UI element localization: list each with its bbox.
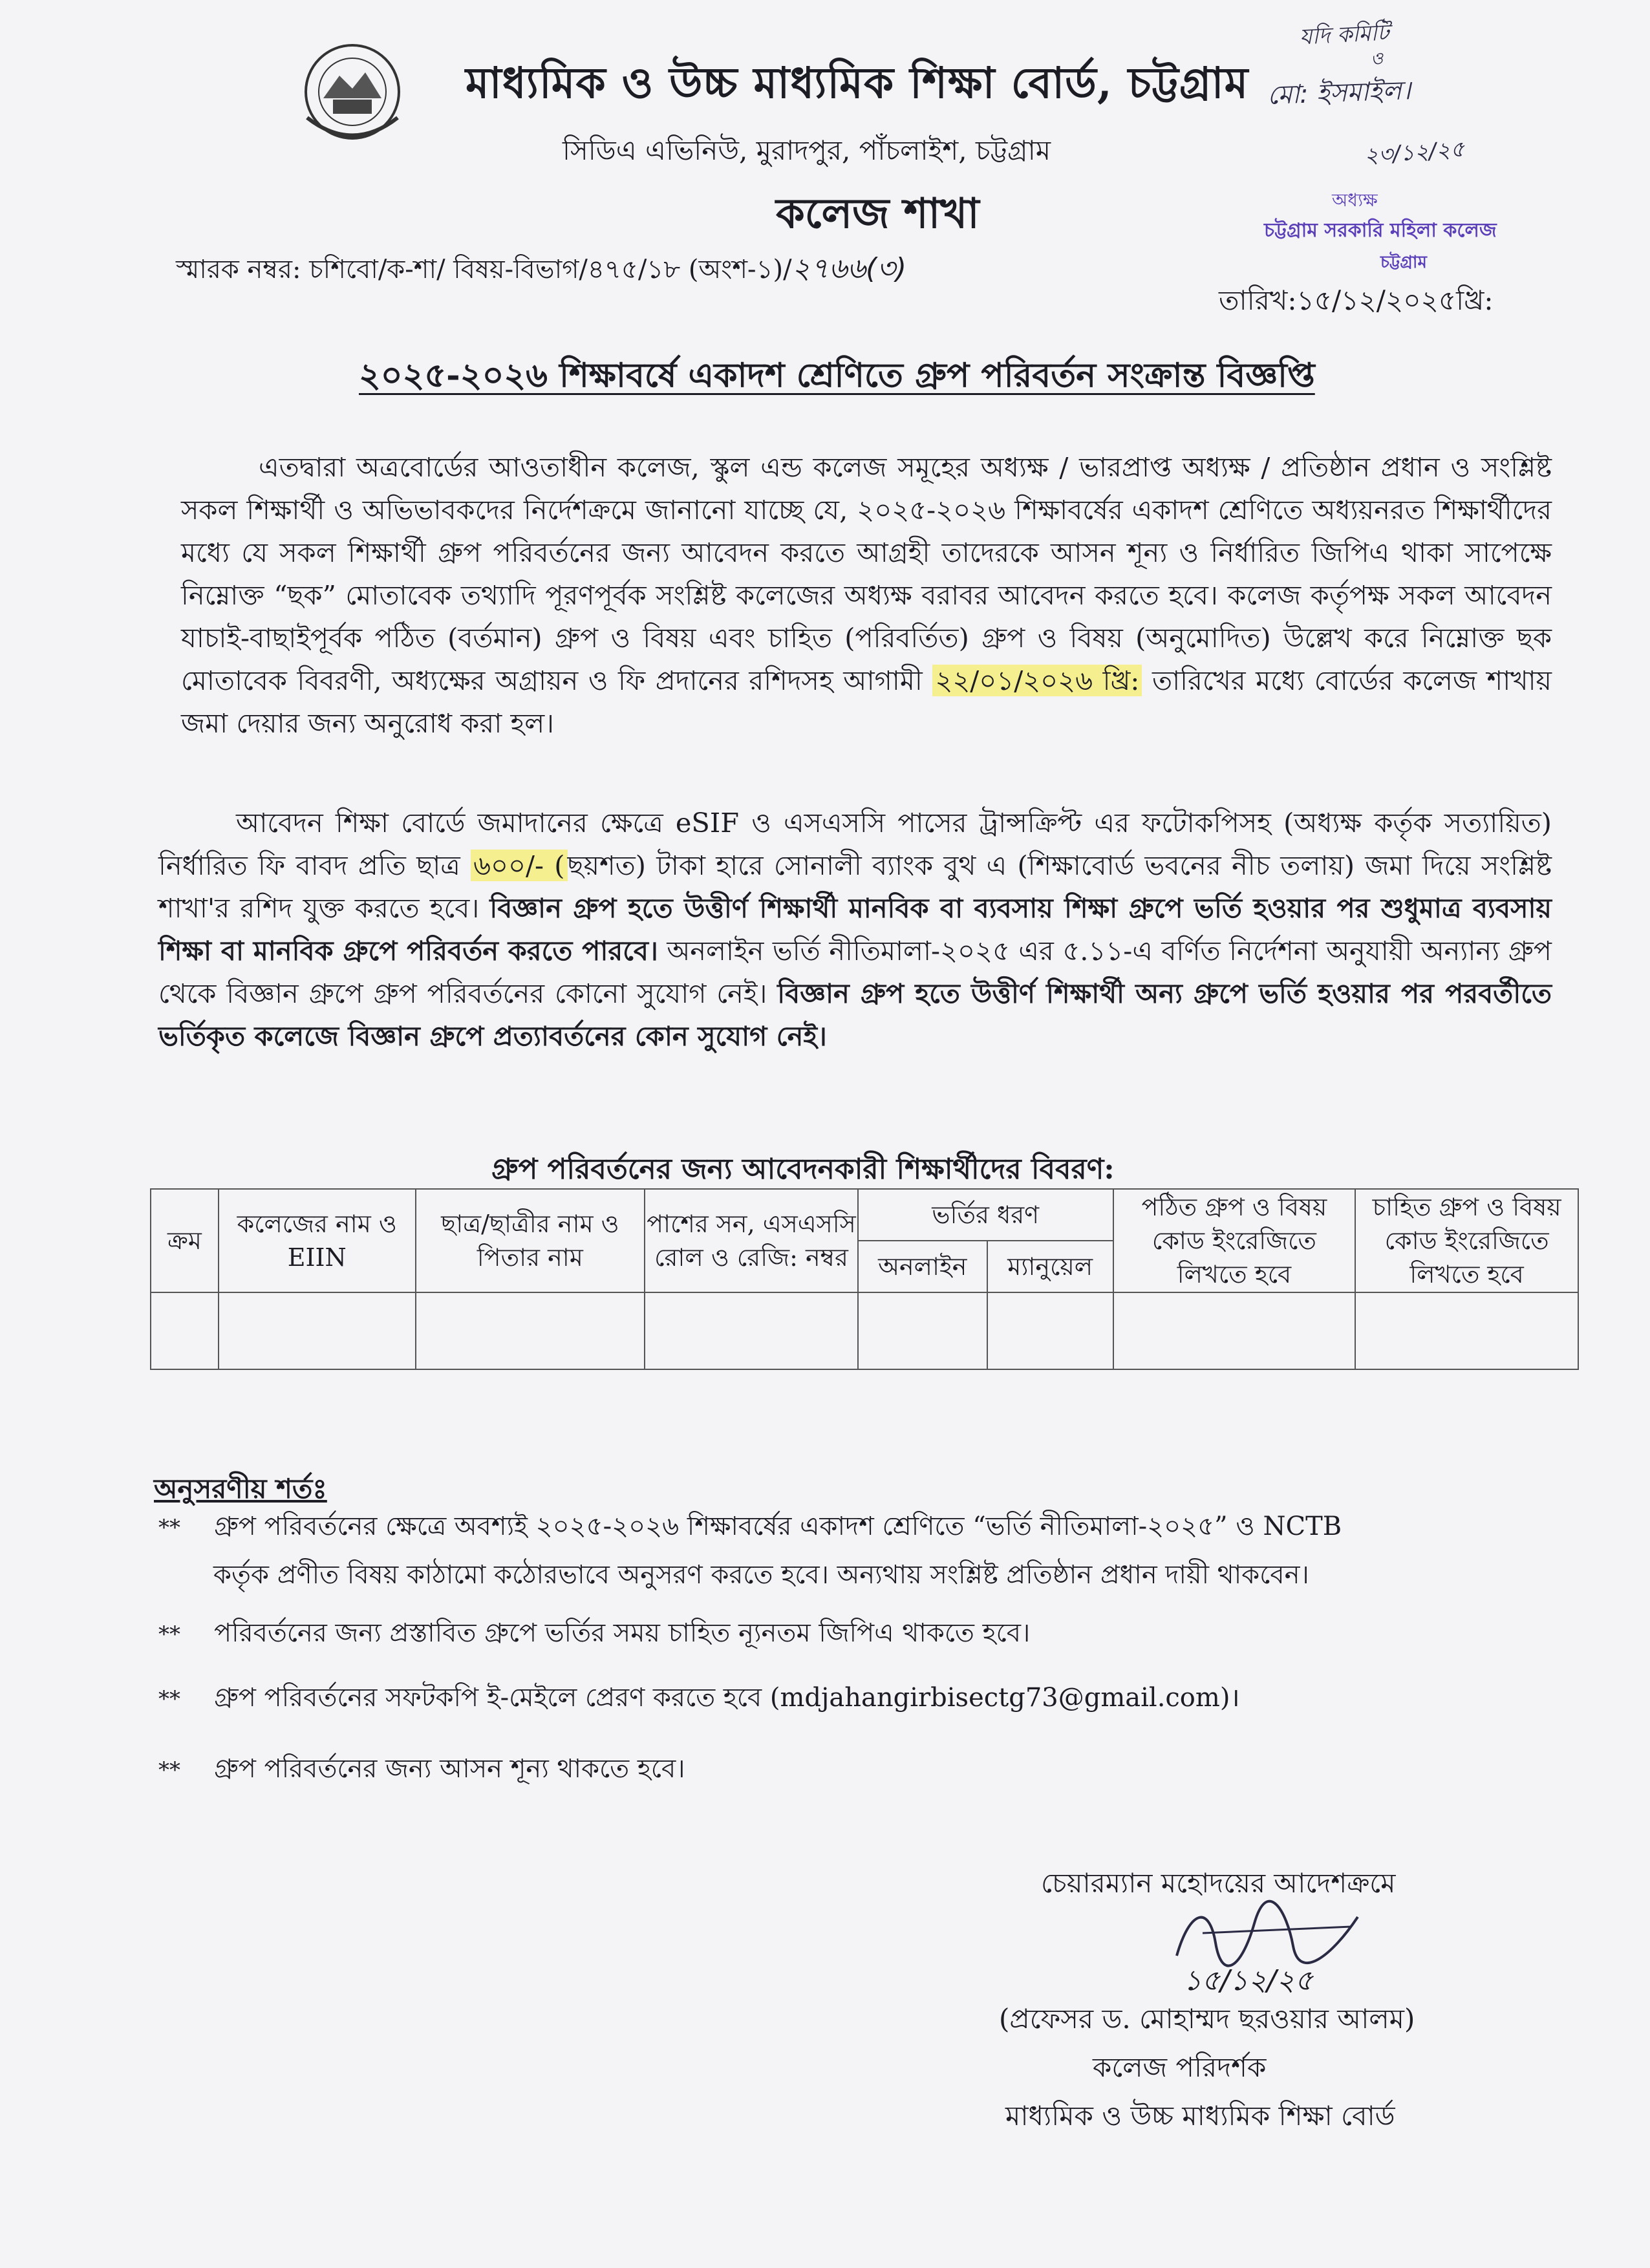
- section-name: কলেজ শাখা: [776, 189, 980, 238]
- col-manual: ম্যানুয়েল: [987, 1241, 1113, 1292]
- signatory-org: মাধ্যমিক ও উচ্চ মাধ্যমিক শিক্ষা বোর্ড: [1005, 2100, 1395, 2132]
- signature-date: ১৫/১২/২৫: [1183, 1964, 1314, 1997]
- paragraph-1-text: এতদ্বারা অত্রবোর্ডের আওতাধীন কলেজ, স্কুল এন্ড কলেজ সমূহের অধ্যক্ষ / ভারপ্রাপ্ত অধ্যক্ষ / প্রতিষ্ঠান প্রধান ও সংশ্লিষ্ট সকল শিক্ষার্থী ও অভিভাবকদের নির্দেশক্রমে জানানো যাচ্ছে যে, ২০২৫-২০২৬ শিক্ষাবর্ষের একাদশ শ্রেণিতে অধ্যয়নরত শিক্ষার্থীদের মধ্যে যে সকল শিক্ষার্থী গ্রুপ পরিবর্তনের জন্য আবেদন করতে আগ্রহী তাদেরকে আসন শূন্য ও নির্ধারিত জিপিএ থাকা সাপেক্ষে নিম্নোক্ত “ছক” মোতাবেক তথ্যাদি পূরণপূর্বক সংশ্লিষ্ট কলেজের অধ্যক্ষ বরাবর আবেদন করতে হবে। কলেজ কর্তৃপক্ষ সকল আবেদন যাচাই-বাছাইপূর্বক পঠিত (বর্তমান) গ্রুপ ও বিষয় এবং চাহিত (পরিবর্তিত) গ্রুপ ও বিষয় (অনুমোদিত) উল্লেখ করে নিম্নোক্ত ছক মোতাবেক বিবরণী, অধ্যক্ষের অগ্রায়ন ও ফি প্রদানের রশিদসহ আগামী: [181, 451, 1552, 696]
- board-logo: [294, 40, 411, 147]
- memo-label: স্মারক নম্বর: চশিবো/ক-শা/ বিষয়-বিভাগ/৪৭৫/১৮ (অংশ-১)/: [176, 255, 792, 284]
- science-return-rule: বিজ্ঞান গ্রুপ হতে উত্তীর্ণ শিক্ষার্থী অন্য গ্রুপে ভর্তি হওয়ার পর পরবর্তীতে ভর্তিকৃত কলেজে বিজ্ঞান গ্রুপে প্রত্যাবর্তনের কোন সুযোগ নেই।: [158, 978, 1552, 1052]
- term-4: [158, 1746, 685, 1793]
- stamp-college: চট্টগ্রাম সরকারি মহিলা কলেজ: [1264, 219, 1497, 242]
- term-1: [158, 1503, 1342, 1551]
- table-cell: [1355, 1292, 1578, 1369]
- table-cell: [416, 1292, 645, 1369]
- term-marker: **: [158, 1621, 180, 1647]
- deadline-highlight: ২২/০১/২০২৬ খ্রি:: [932, 665, 1142, 696]
- col-student: ছাত্র/ছাত্রীর নাম ও পিতার নাম: [416, 1189, 645, 1292]
- fee-highlight: ৬০০/- (: [471, 850, 567, 881]
- term-2-text: পরিবর্তনের জন্য প্রস্তাবিত গ্রুপে ভর্তির সময় চাহিত ন্যূনতম জিপিএ থাকতে হবে।: [214, 1618, 1031, 1648]
- handwritten-note: ও: [1371, 49, 1384, 69]
- issue-date: তারিখ:১৫/১২/২০২৫খ্রি:: [1219, 284, 1494, 316]
- stamp-title: অধ্যক্ষ: [1332, 189, 1378, 211]
- term-1-continued: কর্তৃক প্রণীত বিষয় কাঠামো কঠোরভাবে অনুসরণ করতে হবে। অন্যথায় সংশ্লিষ্ট প্রতিষ্ঠান প্রধান দায়ী থাকবেন।: [213, 1560, 1309, 1590]
- col-pass: পাশের সন, এসএসসি রোল ও রেজি: নম্বর: [645, 1189, 858, 1292]
- table-cell: [987, 1292, 1113, 1369]
- table-cell: [1113, 1292, 1356, 1369]
- signature-order: চেয়ারম্যান মহোদয়ের আদেশক্রমে: [1041, 1867, 1396, 1899]
- science-rule: বিজ্ঞান গ্রুপ হতে উত্তীর্ণ শিক্ষার্থী মানবিক বা ব্যবসায় শিক্ষা গ্রুপে ভর্তি হওয়ার পর শুধুমাত্র ব্যবসায় শিক্ষা বা মানবিক গ্রুপে পরিবর্তন করতে পারবে।: [158, 892, 1552, 967]
- handwritten-note: মো: ইসমাইল।: [1267, 76, 1411, 111]
- table-header-row: [151, 1189, 1578, 1241]
- col-wanted: চাহিত গ্রুপ ও বিষয় কোড ইংরেজিতে লিখতে হবে: [1355, 1189, 1578, 1292]
- term-3-text: গ্রুপ পরিবর্তনের সফটকপি ই-মেইলে প্রেরণ করতে হবে (mdjahangirbisectg73@gmail.com)।: [214, 1683, 1240, 1713]
- applicant-table: [150, 1188, 1579, 1370]
- table-cell: [858, 1292, 987, 1369]
- paragraph-2-text-c: অনলাইন ভর্তি নীতিমালা-২০২৫ এর ৫.১১-এ বর্ণিত নির্দেশনা অনুযায়ী অন্যান্য গ্রুপ থেকে বিজ্ঞান গ্রুপে গ্রুপ পরিবর্তনের কোনো সুযোগ নেই।: [158, 935, 1552, 1009]
- col-college: কলেজের নাম ও EIIN: [219, 1189, 416, 1292]
- terms-heading: অনুসরণীয় শর্তঃ: [154, 1473, 327, 1504]
- paragraph-1-text-end: তারিখের মধ্যে বোর্ডের কলেজ শাখায় জমা দেয়ার জন্য অনুরোধ করা হল।: [181, 665, 1552, 739]
- table-cell: [151, 1292, 219, 1369]
- term-4-text: গ্রুপ পরিবর্তনের জন্য আসন শূন্য থাকতে হবে।: [214, 1754, 685, 1784]
- board-name: মাধ্যমিক ও উচ্চ মাধ্যমিক শিক্ষা বোর্ড, চট্টগ্রাম: [466, 58, 1249, 108]
- memo-handwritten: ২৭৬৬(৩): [791, 252, 906, 285]
- memo-number: [176, 247, 906, 294]
- handwritten-note: যদি কমিটি: [1298, 19, 1390, 50]
- table-cell: [219, 1292, 416, 1369]
- col-admission: ভর্তির ধরণ: [858, 1189, 1113, 1241]
- term-marker: **: [158, 1686, 180, 1712]
- table-row: [151, 1292, 1578, 1369]
- col-online: অনলাইন: [858, 1241, 987, 1292]
- paragraph-2-text: আবেদন শিক্ষা বোর্ডে জমাদানের ক্ষেত্রে eSIF ও এসএসসি পাসের ট্রান্সক্রিপ্ট এর ফটোকপিসহ (অধ্যক্ষ কর্তৃক সত্যায়িত) নির্ধারিত ফি বাবদ প্রতি ছাত্র: [158, 807, 1552, 881]
- term-marker: **: [158, 1757, 180, 1783]
- notice-title: ২০২৫-২০২৬ শিক্ষাবর্ষে একাদশ শ্রেণিতে গ্রুপ পরিবর্তন সংক্রান্ত বিজ্ঞপ্তি: [359, 356, 1315, 395]
- table-cell: [645, 1292, 858, 1369]
- board-address: সিডিএ এভিনিউ, মুরাদপুর, পাঁচলাইশ, চট্টগ্রাম: [562, 134, 1051, 166]
- term-1-text: গ্রুপ পরিবর্তনের ক্ষেত্রে অবশ্যই ২০২৫-২০২৬ শিক্ষাবর্ষের একাদশ শ্রেণিতে “ভর্তি নীতিমালা-২০২৫” ও NCTB: [214, 1512, 1342, 1541]
- handwritten-date: ২৩/১২/২৫: [1363, 136, 1466, 169]
- signatory-name: (প্রফেসর ড. মোহাম্মদ ছরওয়ার আলম): [999, 2003, 1415, 2035]
- signatory-role: কলেজ পরিদর্শক: [1093, 2051, 1267, 2083]
- paragraph-2-text-b: ছয়শত) টাকা হারে সোনালী ব্যাংক বুথ এ (শিক্ষাবোর্ড ভবনের নীচ তলায়) জমা দিয়ে সংশ্লিষ্ট শাখা'র রশিদ যুক্ত করতে হবে।: [158, 850, 1552, 924]
- paragraph-2: [158, 802, 1552, 1058]
- col-studied: পঠিত গ্রুপ ও বিষয় কোড ইংরেজিতে লিখতে হবে: [1113, 1189, 1356, 1292]
- term-marker: **: [158, 1515, 180, 1541]
- paragraph-1: [181, 446, 1552, 745]
- col-serial: ক্রম: [151, 1189, 219, 1292]
- term-2: [158, 1610, 1030, 1658]
- term-3: [158, 1674, 1240, 1722]
- table-caption: গ্রুপ পরিবর্তনের জন্য আবেদনকারী শিক্ষার্থীদের বিবরণ:: [491, 1153, 1115, 1186]
- stamp-city: চট্টগ্রাম: [1380, 253, 1427, 272]
